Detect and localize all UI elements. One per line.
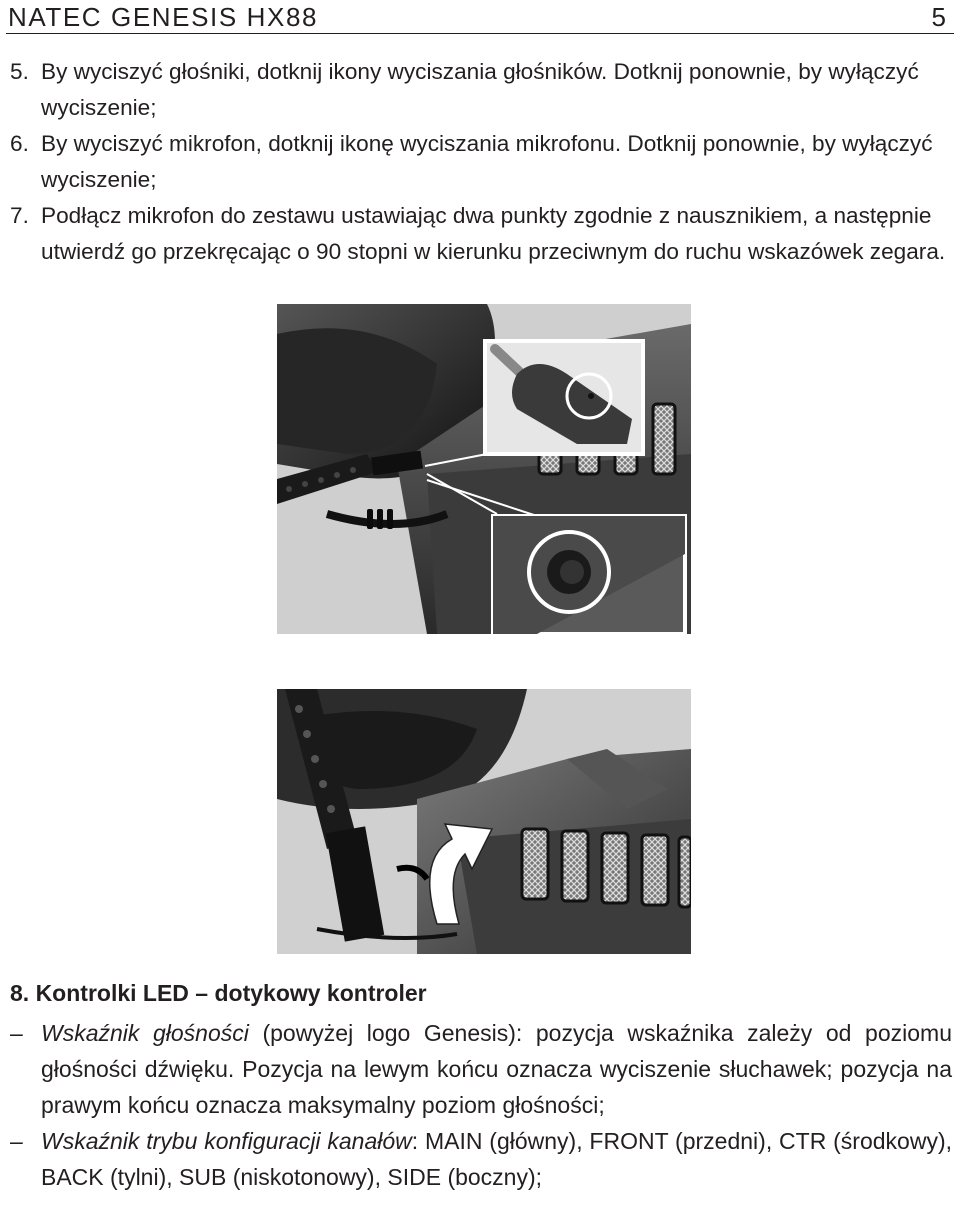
- step-text: By wyciszyć mikrofon, dotknij ikonę wyciszania mikrofonu. Dotknij ponownie, by wyłączyć wyciszenie;: [41, 131, 933, 192]
- step-number: 5.: [10, 59, 29, 84]
- mic-connection-photo: [277, 304, 691, 634]
- step-text: By wyciszyć głośniki, dotknij ikony wyciszania głośników. Dotknij ponownie, by wyłączyć wyciszenie;: [41, 59, 919, 120]
- step-item: [10, 126, 954, 198]
- steps-list: [10, 54, 954, 270]
- step-number: 7.: [10, 203, 29, 228]
- step-number: 6.: [10, 131, 29, 156]
- bullet-dash: –: [10, 1128, 23, 1154]
- bullet-label: Wskaźnik głośności: [41, 1020, 249, 1046]
- step-text: Podłącz mikrofon do zestawu ustawiając dwa punkty zgodnie z nausznikiem, a następnie utwierdź go przekręcając o 90 stopni w kierunku przeciwnym do ruchu wskazówek zegara.: [41, 203, 946, 264]
- bullet-text: : MAIN (główny), FRONT (przedni), CTR (środkowy), BACK (tylni), SUB (niskotonowy), SIDE (boczny);: [41, 1128, 952, 1190]
- bullet-item: [10, 1015, 952, 1123]
- page-header: [6, 0, 954, 34]
- bullet-item: [10, 1123, 952, 1195]
- bullet-text: (powyżej logo Genesis): pozycja wskaźnika zależy od poziomu głośności dźwięku. Pozycja na lewym końcu oznacza wyciszenie słuchawek; pozycja na prawym końcu oznacza maksymalny poziom głośności;: [41, 1020, 952, 1118]
- header-title: NATEC GENESIS HX88: [8, 2, 319, 32]
- bullet-label: Wskaźnik trybu konfiguracji kanałów: [41, 1128, 412, 1154]
- step-item: [10, 198, 954, 270]
- page-number: 5: [931, 2, 946, 32]
- section-title: 8. Kontrolki LED – dotykowy kontroler: [10, 980, 427, 1006]
- bullet-dash: –: [10, 1020, 23, 1046]
- step-item: [10, 54, 954, 126]
- led-bullets: [10, 1015, 952, 1195]
- mic-rotation-photo: [277, 689, 691, 954]
